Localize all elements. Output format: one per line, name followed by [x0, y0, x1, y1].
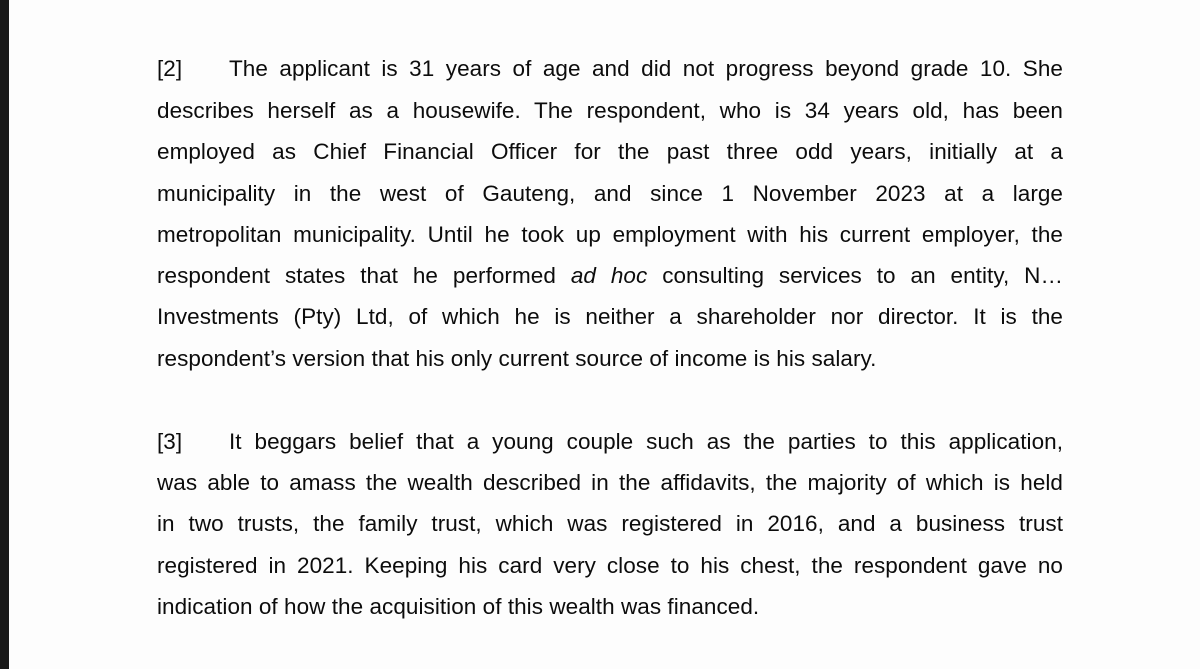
paragraph-text: It beggars belief that a young couple such as the parties to this application, — [229, 429, 1063, 454]
paragraph-line: employed as Chief Financial Officer for the past three odd years, initially at a — [157, 139, 1063, 164]
paragraph-line: indication of how the acquisition of this wealth was financed. — [157, 594, 760, 619]
paragraph-text: The applicant is 31 years of age and did not progress beyond grade 10. She — [229, 56, 1063, 81]
paragraph-line: Investments (Pty) Ltd, of which he is neither a shareholder nor director. It is the — [157, 304, 1063, 329]
paragraph-line — [157, 427, 1063, 457]
paragraph-line: in two trusts, the family trust, which was registered in 2016, and a business trust — [157, 511, 1063, 536]
paragraph-number: [2] — [157, 56, 183, 81]
paragraph-line: metropolitan municipality. Until he took up employment with his current employer, the — [157, 222, 1063, 247]
paragraph-line: registered in 2021. Keeping his card very close to his chest, the respondent gave no — [157, 553, 1063, 578]
document-page — [9, 0, 1200, 669]
window-edge — [0, 0, 9, 669]
paragraph-text: consulting services to an entity, N… — [647, 263, 1064, 288]
paragraph-text: respondent states that he performed — [157, 263, 571, 288]
paragraph-number: [3] — [157, 429, 183, 454]
paragraph-line: describes herself as a housewife. The respondent, who is 34 years old, has been — [157, 98, 1063, 123]
italic-term: ad hoc — [570, 263, 648, 288]
paragraph-line: respondent’s version that his only current source of income is his salary. — [157, 346, 877, 371]
paragraph-line: municipality in the west of Gauteng, and since 1 November 2023 at a large — [157, 181, 1063, 206]
paragraph-line: was able to amass the wealth described in the affidavits, the majority of which is held — [157, 470, 1063, 495]
paragraph-line — [157, 54, 1063, 84]
paragraph-line — [157, 261, 1063, 291]
